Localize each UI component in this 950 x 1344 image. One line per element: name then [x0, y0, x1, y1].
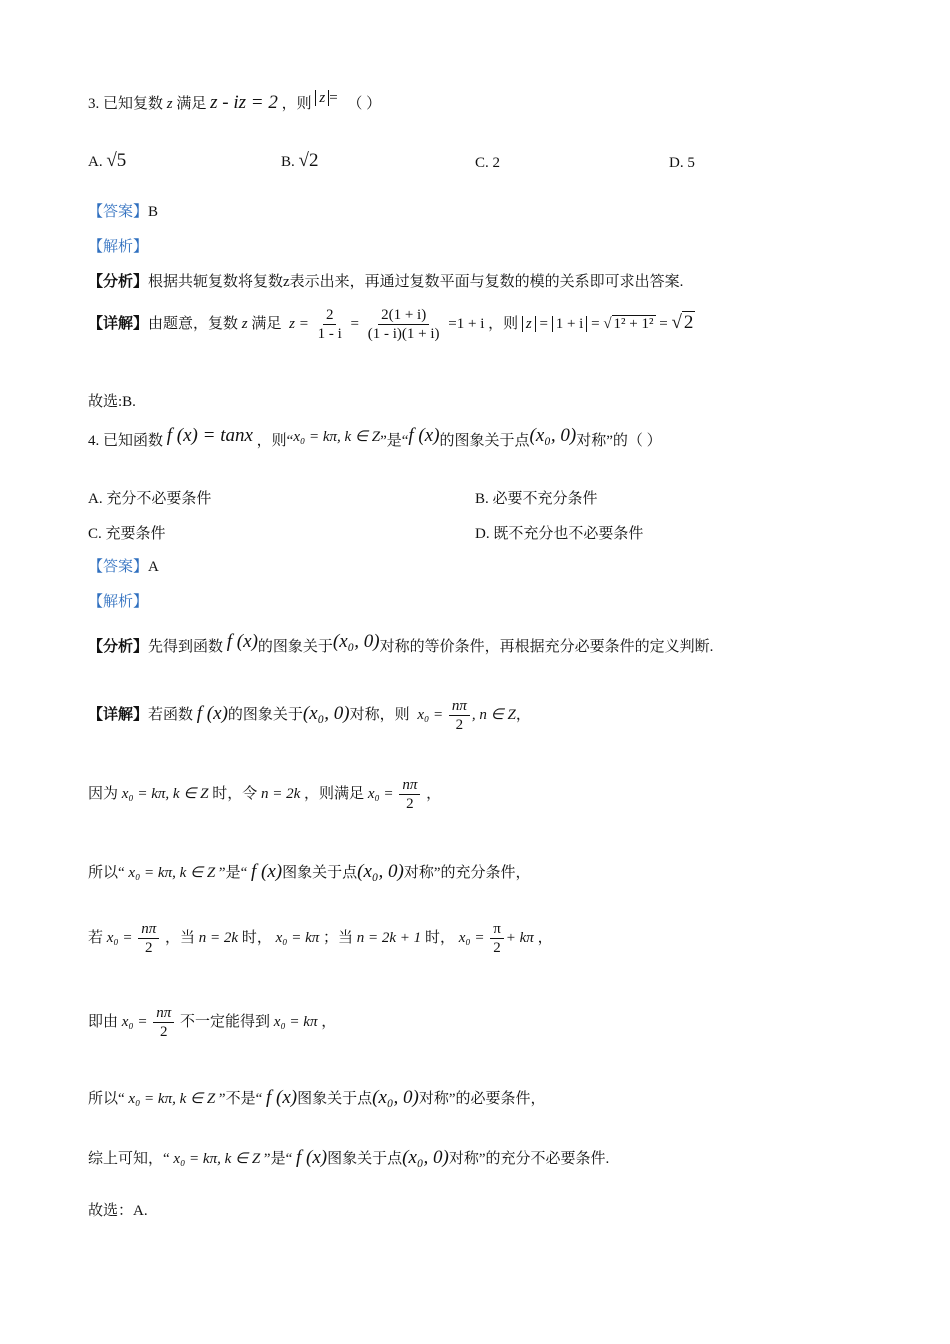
- xiangjie-text: 对称”的必要条件，: [418, 1091, 546, 1107]
- q3-stem-prefix: 3. 已知复数: [88, 96, 164, 112]
- q4-answer: [88, 557, 159, 577]
- fraction-pi-2: [490, 920, 504, 957]
- math-point: (x₀, 0): [402, 1147, 449, 1168]
- math-x0: x₀ =: [121, 1014, 148, 1030]
- math-fx: f (x): [265, 1087, 298, 1108]
- xiangjie-text: 时，令: [212, 786, 258, 802]
- option-label: C.: [475, 155, 489, 171]
- option-label: C.: [88, 526, 102, 542]
- q4-analysis: [88, 592, 148, 612]
- xiangjie-text: 时，: [241, 930, 272, 946]
- fenxi-text: 的图象关于: [257, 639, 333, 655]
- xiangjie-text: 即由: [88, 1014, 119, 1030]
- q4-option-b: [475, 487, 598, 508]
- q4-option-d: [475, 522, 643, 543]
- fenxi-text: 根据共轭复数将复数z表示出来，再通过复数平面与复数的模的关系即可求出答案.: [148, 274, 684, 290]
- q4-cond: x₀ = kπ, k ∈ Z: [293, 429, 381, 445]
- math-eq: =: [591, 316, 600, 332]
- q3-fenxi: [88, 272, 683, 292]
- math-n: n = 2k: [198, 930, 239, 946]
- fraction-denominator: 2: [493, 940, 501, 957]
- abs-z: z: [522, 316, 536, 332]
- option-value: 5: [687, 155, 695, 171]
- xiangjie-text: 因为: [88, 786, 119, 802]
- q3-option-b: [281, 150, 318, 172]
- fraction-numerator: 2(1 + i): [378, 306, 429, 325]
- xiangjie-text: 满足: [251, 316, 282, 332]
- math-n: n = 2k: [261, 786, 301, 802]
- math-n-in-z: , n ∈ Z: [471, 707, 516, 723]
- fraction-numerator: nπ: [399, 776, 420, 795]
- q3-option-a: [88, 150, 126, 172]
- math-cond: x₀ = kπ, k ∈ Z: [121, 786, 209, 802]
- q3-conclusion: [88, 392, 136, 412]
- q4-conclusion: [88, 1201, 148, 1221]
- option-value: 既不充分也不必要条件: [493, 526, 644, 542]
- fraction-npi-2: [449, 697, 470, 734]
- math-point: (x₀, 0): [302, 703, 350, 724]
- q4-stem-img: 的图象关于点: [439, 433, 530, 449]
- xiangjie-text: 对称”的充分不必要条件.: [448, 1151, 610, 1167]
- math-cond: x₀ = kπ, k ∈ Z: [128, 865, 216, 881]
- q3-stem: [88, 90, 382, 114]
- xiangjie-text: 图象关于点: [327, 1151, 403, 1167]
- math-point: (x₀, 0): [372, 1087, 419, 1108]
- xiangjie-text: 的图象关于: [227, 707, 303, 723]
- option-value: 2: [492, 155, 501, 171]
- q4-point: (x₀, 0): [529, 425, 577, 446]
- q4-xiangjie-3: [88, 858, 531, 887]
- q3-abs-z: z: [315, 90, 329, 106]
- xiangjie-text: ；当: [323, 930, 354, 946]
- fraction-denominator: 2: [145, 940, 153, 957]
- option-label: D.: [475, 526, 490, 542]
- fraction-numerator: 2: [323, 306, 337, 325]
- q4-stem-prefix: 4. 已知函数: [88, 433, 164, 449]
- math-cond: x₀ = kπ, k ∈ Z: [173, 1151, 261, 1167]
- option-value: √5: [106, 150, 127, 171]
- option-value: √2: [298, 150, 319, 171]
- q4-xiangjie-5: [88, 1004, 336, 1041]
- q4-fenxi: [88, 631, 714, 657]
- fenxi-text: 先得到函数: [148, 639, 224, 655]
- fenxi-tag: 【分析】: [88, 639, 149, 655]
- math-x0-kpi: x₀ = kπ: [273, 1014, 318, 1030]
- sqrt-2: √ 2: [671, 312, 694, 333]
- xiangjie-text: ，: [515, 707, 531, 723]
- xiangjie-text: ，: [321, 1014, 337, 1030]
- fraction-numerator: nπ: [449, 697, 470, 716]
- answer-tag: 【答案】: [88, 559, 149, 575]
- q3-paren: （ ）: [347, 96, 382, 112]
- xiangjie-text: 若函数: [148, 707, 194, 723]
- q4-stem-end: 对称”的（ ）: [576, 433, 662, 449]
- xiangjie-text: 对称”的充分条件，: [403, 865, 531, 881]
- q3-eqsign: =: [329, 90, 338, 106]
- q4-fx: f (x): [408, 425, 440, 446]
- fraction-npi-2: [138, 920, 159, 957]
- math-x0: x₀ =: [367, 786, 394, 802]
- fenxi-tag: 【分析】: [88, 274, 149, 290]
- fenxi-text: 对称的等价条件，再根据充分必要条件的定义判断.: [379, 639, 714, 655]
- conclusion-text: 故选：A.: [88, 1203, 148, 1219]
- q3-stem-then: ，则: [281, 96, 312, 112]
- fraction-denominator: 1 - i: [317, 326, 342, 343]
- xiangjie-text: 图象关于点: [297, 1091, 373, 1107]
- xiangjie-text: ，: [537, 930, 553, 946]
- math-x0: x₀ =: [106, 930, 133, 946]
- xiangjie-text: ，则满足: [304, 786, 365, 802]
- var-z: z: [241, 316, 248, 332]
- math-fx: f (x): [226, 631, 258, 652]
- q4-xiangjie-6: [88, 1084, 546, 1113]
- fraction-denominator: 2: [160, 1024, 168, 1041]
- q3-analysis: [88, 237, 148, 257]
- xiangjie-tag: 【详解】: [88, 316, 149, 332]
- math-cond: x₀ = kπ, k ∈ Z: [128, 1091, 216, 1107]
- xiangjie-text: ”是“: [263, 1151, 293, 1167]
- math-point: (x₀, 0): [357, 861, 404, 882]
- fraction-npi-2: [153, 1004, 174, 1041]
- answer-value: B: [148, 204, 159, 220]
- q4-xiangjie-4: [88, 920, 553, 957]
- xiangjie-text: 由题意，复数: [148, 316, 239, 332]
- analysis-tag: 【解析】: [88, 239, 149, 255]
- math-plus-kpi: + kπ: [505, 930, 534, 946]
- math-result: =1 + i: [448, 316, 485, 332]
- sqrt-radicand: 2: [683, 312, 694, 333]
- q4-func: f (x) = tanx: [166, 425, 253, 446]
- xiangjie-text: 对称，则: [349, 707, 410, 723]
- q3-answer: [88, 202, 158, 222]
- option-label: B.: [281, 154, 295, 170]
- option-label: A.: [88, 491, 103, 507]
- fraction-denominator: 2: [406, 796, 414, 813]
- math-x0: x₀ =: [458, 930, 485, 946]
- xiangjie-tag: 【详解】: [88, 707, 149, 723]
- q4-option-c: [88, 522, 166, 543]
- math-eq: =: [350, 316, 359, 332]
- xiangjie-text: 若: [88, 930, 104, 946]
- analysis-tag: 【解析】: [88, 594, 149, 610]
- math-x0: x₀ =: [417, 707, 444, 723]
- xiangjie-text: 时，: [424, 930, 455, 946]
- sqrt-expr: √ 1² + 1²: [603, 316, 654, 332]
- xiangjie-text: ，: [426, 786, 442, 802]
- q4-stem: [88, 425, 662, 451]
- math-fx: f (x): [295, 1147, 328, 1168]
- option-value: 充要条件: [105, 526, 166, 542]
- q3-stem-mid: 满足: [176, 96, 207, 112]
- q3-equation: z - iz = 2: [210, 92, 278, 113]
- answer-tag: 【答案】: [88, 204, 149, 220]
- q3-xiangjie: [88, 305, 695, 343]
- xiangjie-then: ，则: [488, 316, 519, 332]
- option-label: B.: [475, 491, 489, 507]
- fraction-numerator: nπ: [153, 1004, 174, 1023]
- q3-option-d: [669, 155, 695, 172]
- q4-stem-then: ，则“: [256, 433, 294, 449]
- math-eq: =: [659, 316, 668, 332]
- xiangjie-text: ，当: [165, 930, 196, 946]
- sqrt-radicand: 1² + 1²: [613, 316, 654, 332]
- fraction-1: [315, 306, 345, 343]
- option-value: 充分不必要条件: [106, 491, 212, 507]
- math-point: (x₀, 0): [332, 631, 380, 652]
- fraction-denominator: 2: [455, 717, 464, 734]
- q3-var-z: z: [166, 96, 173, 112]
- xiangjie-text: 图象关于点: [282, 865, 358, 881]
- q3-option-c: [475, 155, 500, 172]
- xiangjie-text: ”是“: [218, 865, 248, 881]
- q4-option-a: [88, 487, 211, 508]
- fraction-denominator: (1 - i)(1 + i): [367, 326, 440, 343]
- xiangjie-text: 所以“: [88, 1091, 125, 1107]
- q4-xiangjie-1: [88, 696, 531, 734]
- fraction-2: [365, 306, 443, 343]
- math-x0-kpi: x₀ = kπ: [275, 930, 320, 946]
- conclusion-text: 故选:B.: [88, 394, 136, 410]
- math-fx: f (x): [250, 861, 283, 882]
- abs-1-plus-i: 1 + i: [552, 316, 588, 332]
- option-label: A.: [88, 154, 103, 170]
- math-eq: =: [539, 316, 548, 332]
- xiangjie-text: 综上可知，“: [88, 1151, 170, 1167]
- xiangjie-text: 不一定能得到: [180, 1014, 271, 1030]
- option-label: D.: [669, 155, 684, 171]
- q4-xiangjie-2: [88, 776, 441, 813]
- math-z-eq: z =: [289, 316, 309, 332]
- fraction-numerator: nπ: [138, 920, 159, 939]
- option-value: 必要不充分条件: [492, 491, 598, 507]
- q4-stem-is: ”是“: [380, 433, 409, 449]
- math-fx: f (x): [196, 703, 228, 724]
- xiangjie-text: 所以“: [88, 865, 125, 881]
- answer-value: A: [148, 559, 159, 575]
- xiangjie-text: ”不是“: [218, 1091, 263, 1107]
- fraction-numerator: π: [490, 920, 504, 939]
- fraction-npi-2: [399, 776, 420, 813]
- q4-xiangjie-7: [88, 1144, 609, 1173]
- math-n: n = 2k + 1: [356, 930, 422, 946]
